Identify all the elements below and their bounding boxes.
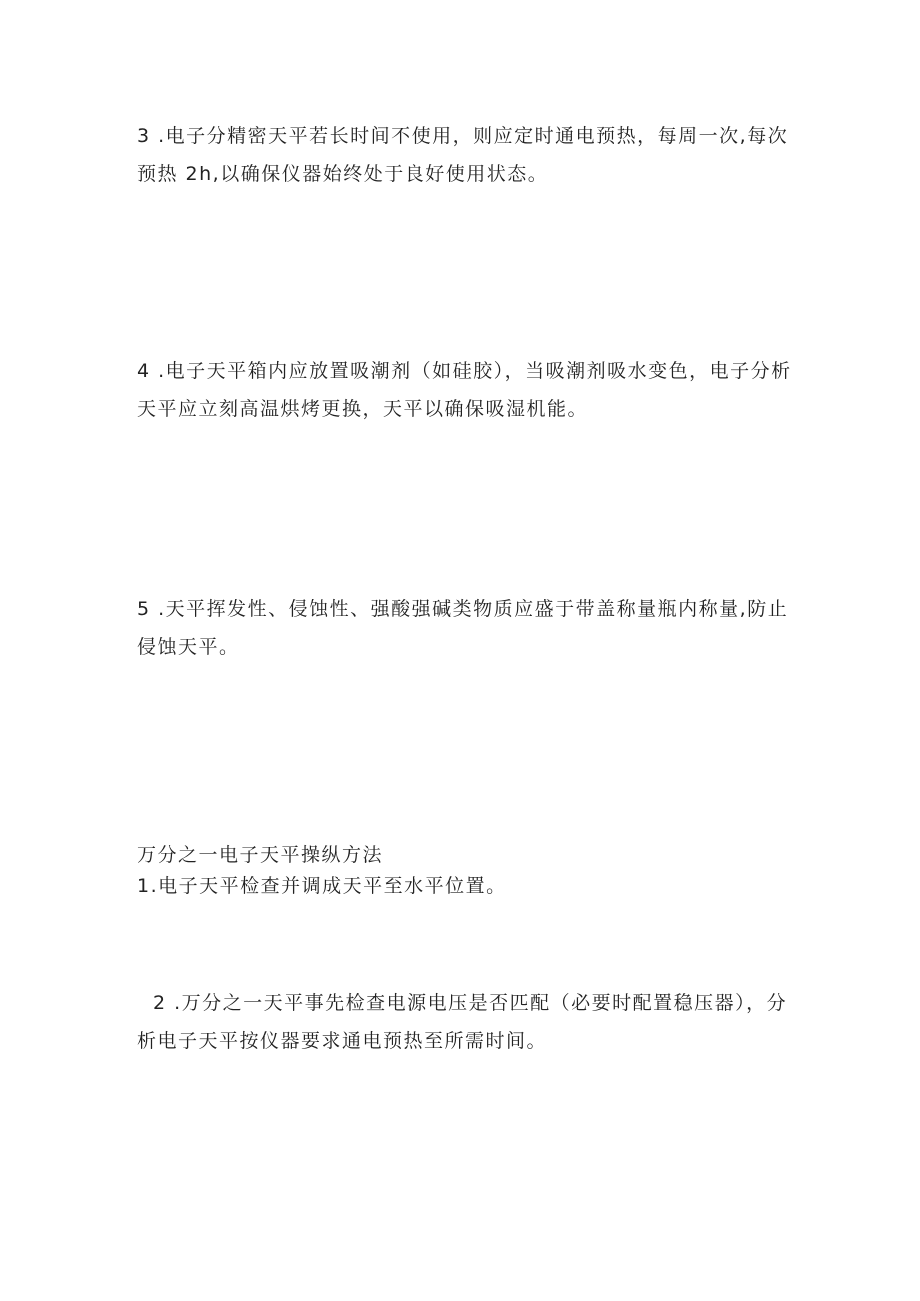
paragraph-item-5: 5 .天平挥发性、侵蚀性、强酸强碱类物质应盛于带盖称量瓶内称量,防止侵蚀天平。 — [137, 598, 789, 658]
step-item-1: 1.电子天平检查并调成天平至水平位置。 — [137, 875, 507, 897]
paragraph-item-3: 3 .电子分精密天平若长时间不使用，则应定时通电预热，每周一次,每次预热 2h,以确保仪器始终处于良好使用状态。 — [137, 125, 789, 185]
paragraph-item-4: 4 .电子天平箱内应放置吸潮剂（如硅胶），当吸潮剂吸水变色，电子分析天平应立刻高温烘烤更换，天平以确保吸湿机能。 — [137, 360, 792, 420]
step-item-2: 2 .万分之一天平事先检查电源电压是否匹配（必要时配置稳压器），分析电子天平按仪器要求通电预热至所需时间。 — [137, 992, 788, 1052]
section-heading: 万分之一电子天平操纵方法 — [137, 844, 384, 866]
